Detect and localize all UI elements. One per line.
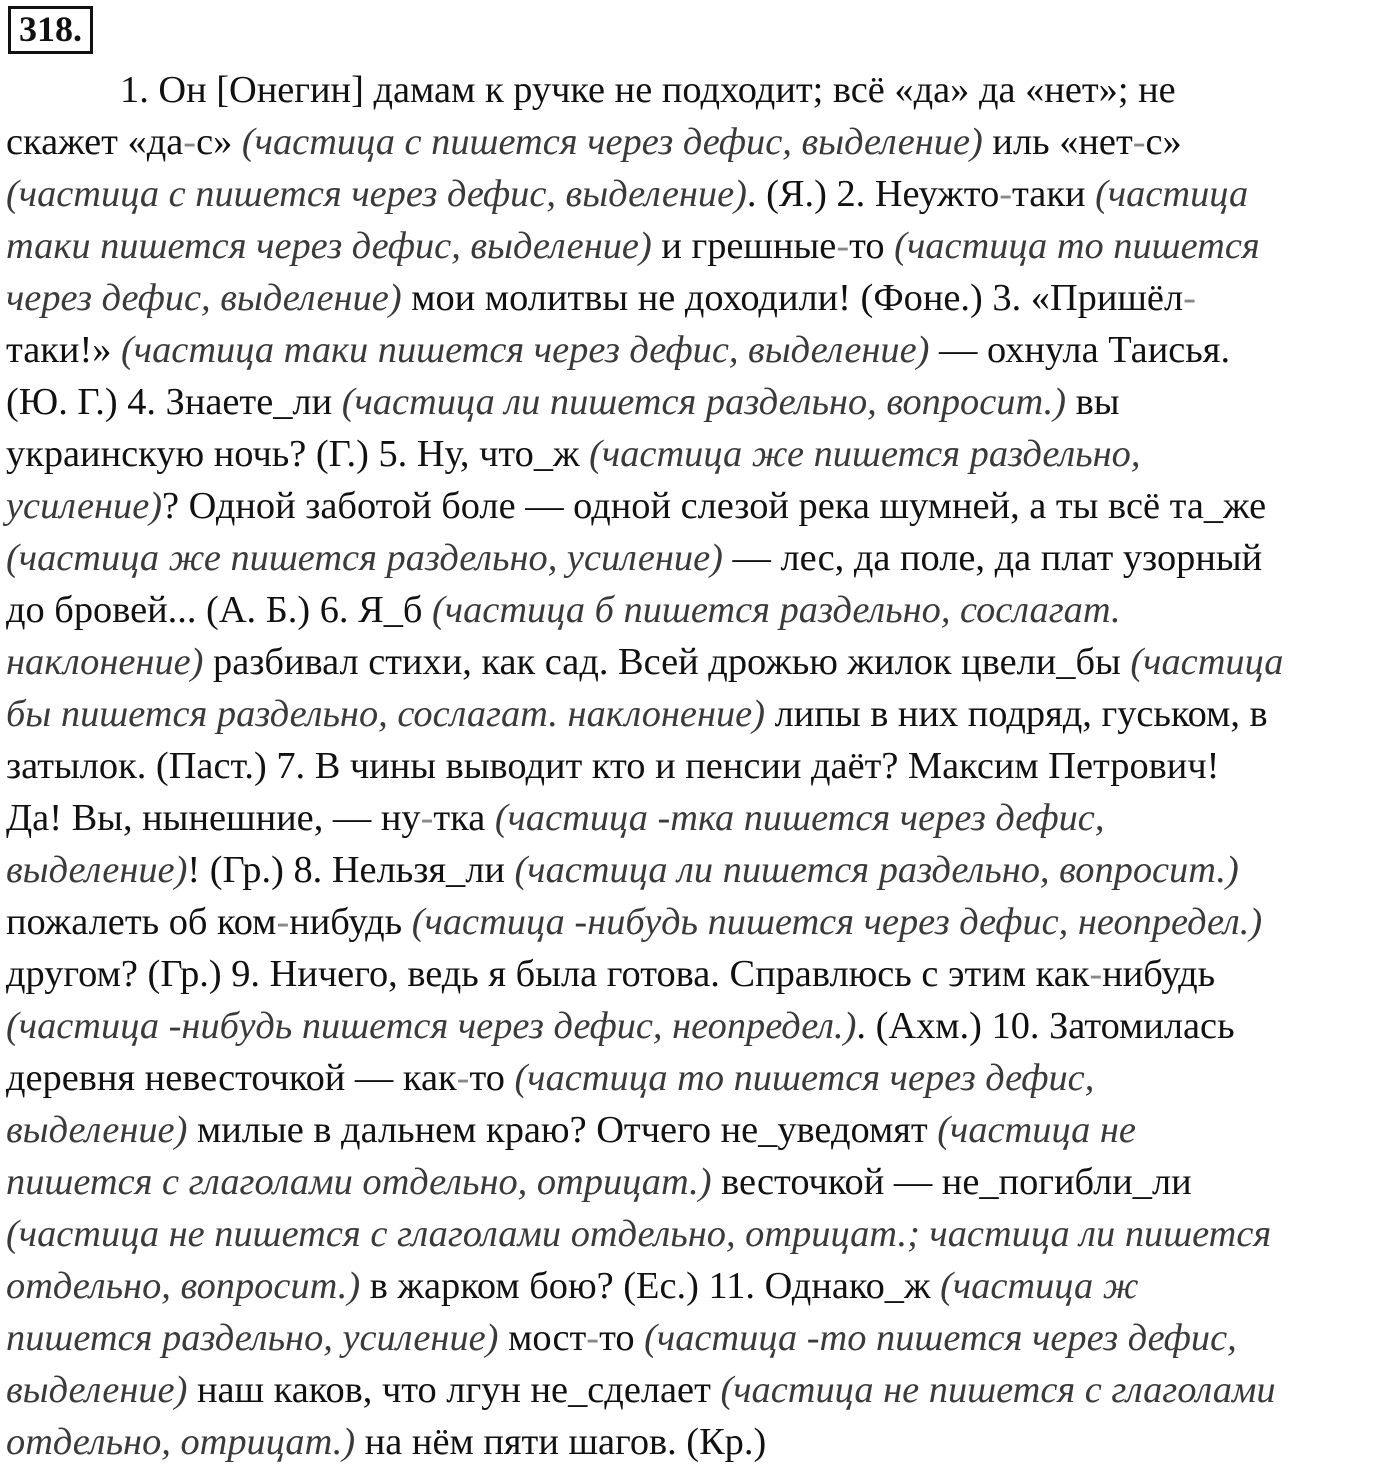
hyphen-mark: - (1132, 121, 1146, 163)
explanation-note: (частица то пишется (894, 225, 1260, 267)
hyphen-mark: - (586, 1317, 600, 1359)
sentence-text: липы в них подряд, гуськом, в (765, 693, 1268, 735)
sentence-text: другом? (Гр.) 9. Ничего, ведь я была готова. Справлюсь с этим как (6, 953, 1090, 995)
sentence-text: Да! Вы, нынешние, — ну (6, 797, 421, 839)
text-line (6, 1104, 1398, 1156)
sentence-text: до бровей... (А. Б.) 6. Я_б (6, 589, 433, 631)
explanation-note: (частица не (937, 1109, 1136, 1151)
exercise-text (6, 64, 1398, 1468)
text-line (6, 428, 1398, 480)
sentence-text: нибудь (289, 901, 412, 943)
sentence-text: — лес, да поле, да плат узорный (722, 537, 1263, 579)
text-line (6, 1052, 1398, 1104)
explanation-note: через дефис, выделение) (6, 277, 402, 319)
sentence-text: весточкой — не_погибли_ли (711, 1161, 1192, 1203)
sentence-text: таки!» (6, 329, 122, 371)
explanation-note: (частица же пишется раздельно, (589, 433, 1141, 475)
explanation-note: пишется с глаголами отдельно, отрицат.) (6, 1161, 712, 1203)
explanation-note: отдельно, отрицат.) (6, 1421, 356, 1463)
hyphen-mark: - (183, 121, 197, 163)
sentence-text: . (Я.) 2. Неужто (746, 173, 1000, 215)
sentence-text: ? Одной заботой боле — одной слезой река шумней, а ты всё та_же (162, 485, 1267, 527)
sentence-text: мои молитвы не доходили! (Фоне.) 3. «Пришёл (401, 277, 1184, 319)
explanation-note: (частица б пишется раздельно, сослагат. (432, 589, 1121, 631)
sentence-text: таки (1012, 173, 1096, 215)
explanation-note: (частица же пишется раздельно, усиление) (6, 537, 723, 579)
sentence-text: и грешные (651, 225, 837, 267)
sentence-text: в жарком бою? (Ес.) 11. Однако_ж (360, 1265, 941, 1307)
sentence-text: деревня невесточкой — как (6, 1057, 457, 1099)
explanation-note: (частица не пишется с глаголами (720, 1369, 1276, 1411)
text-line (6, 324, 1398, 376)
sentence-text: иль «нет (982, 121, 1133, 163)
text-line (6, 1416, 1398, 1468)
text-line (6, 116, 1398, 168)
sentence-text: пожалеть об ком (6, 901, 277, 943)
explanation-note: отдельно, вопросит.) (6, 1265, 361, 1307)
text-line (6, 948, 1398, 1000)
sentence-text: скажет «да (6, 121, 184, 163)
text-line (6, 636, 1398, 688)
sentence-text: то (469, 1057, 515, 1099)
text-line (6, 480, 1398, 532)
explanation-note: (частица ж (940, 1265, 1139, 1307)
explanation-note: (частица не пишется с глаголами отдельно, отрицат.; частица ли пишется (6, 1213, 1272, 1255)
explanation-note: бы пишется раздельно, сослагат. наклонение) (6, 693, 765, 735)
text-line (6, 532, 1398, 584)
hyphen-mark: - (420, 797, 434, 839)
sentence-text: украинскую ночь? (Г.) 5. Ну, что_ж (6, 433, 590, 475)
sentence-text: на нём пяти шагов. (Кр.) (355, 1421, 767, 1463)
explanation-note: выделение) (6, 1369, 188, 1411)
text-line (6, 64, 1398, 116)
hyphen-mark: - (836, 225, 850, 267)
explanation-note: таки пишется через дефис, выделение) (6, 225, 652, 267)
explanation-note: (частица с пишется через дефис, выделение) (6, 173, 747, 215)
text-line (6, 896, 1398, 948)
text-line (6, 1364, 1398, 1416)
sentence-text: 1. Он [Онегин] дамам к ручке не подходит; всё «да» да «нет»; не (120, 69, 1176, 111)
explanation-note: (частица с пишется через дефис, выделение) (241, 121, 983, 163)
sentence-text: нибудь (1102, 953, 1216, 995)
sentence-text: тка (433, 797, 495, 839)
text-line (6, 1156, 1398, 1208)
sentence-text: мост (498, 1317, 587, 1359)
sentence-text: ! (Гр.) 8. Нельзя_ли (187, 849, 515, 891)
text-line (6, 584, 1398, 636)
text-line (6, 1260, 1398, 1312)
hyphen-mark: - (1183, 277, 1196, 319)
text-line (6, 792, 1398, 844)
text-line (6, 1000, 1398, 1052)
explanation-note: (частица то пишется через дефис, (514, 1057, 1095, 1099)
hyphen-mark: - (456, 1057, 470, 1099)
explanation-note: выделение) (6, 1109, 188, 1151)
explanation-note: (частица -нибудь пишется через дефис, неопредел.) (6, 1005, 857, 1047)
explanation-note: (частица (1095, 173, 1249, 215)
explanation-note: выделение) (6, 849, 188, 891)
explanation-note: усиление) (6, 485, 163, 527)
sentence-text: наш каков, что лгун не_сделает (187, 1369, 721, 1411)
exercise-number: 318. (8, 6, 93, 54)
sentence-text: разбивал стихи, как сад. Всей дрожью жилок цвели_бы (203, 641, 1131, 683)
explanation-note: пишется раздельно, усиление) (6, 1317, 499, 1359)
text-line (6, 272, 1398, 324)
text-line (6, 376, 1398, 428)
text-line (6, 1312, 1398, 1364)
sentence-text: вы (1066, 381, 1120, 423)
text-line (6, 688, 1398, 740)
sentence-text: (Ю. Г.) 4. Знаете_ли (6, 381, 342, 423)
text-line (6, 220, 1398, 272)
text-line (6, 844, 1398, 896)
explanation-note: (частица (1130, 641, 1284, 683)
hyphen-mark: - (276, 901, 290, 943)
explanation-note: (частица ли пишется раздельно, вопросит.) (341, 381, 1067, 423)
sentence-text: милые в дальнем краю? Отчего не_уведомят (187, 1109, 938, 1151)
sentence-text: то (599, 1317, 645, 1359)
explanation-note: (частица ли пишется раздельно, вопросит.) (514, 849, 1239, 891)
sentence-text: . (Ахм.) 10. Затомилась (856, 1005, 1235, 1047)
sentence-text: с» (1145, 121, 1182, 163)
sentence-text: с» (196, 121, 242, 163)
explanation-note: (частица -то пишется через дефис, (644, 1317, 1237, 1359)
explanation-note: (частица -тка пишется через дефис, (494, 797, 1105, 839)
hyphen-mark: - (999, 173, 1013, 215)
explanation-note: (частица -нибудь пишется через дефис, неопредел.) (411, 901, 1263, 943)
sentence-text: затылок. (Паст.) 7. В чины выводит кто и пенсии даёт? Максим Петрович! (6, 745, 1220, 787)
text-line (6, 1208, 1398, 1260)
sentence-text: — охнула Таисья. (929, 329, 1231, 371)
explanation-note: наклонение) (6, 641, 204, 683)
hyphen-mark: - (1089, 953, 1103, 995)
sentence-text: то (849, 225, 895, 267)
text-line (6, 168, 1398, 220)
text-line (6, 740, 1398, 792)
explanation-note: (частица таки пишется через дефис, выделение) (121, 329, 930, 371)
